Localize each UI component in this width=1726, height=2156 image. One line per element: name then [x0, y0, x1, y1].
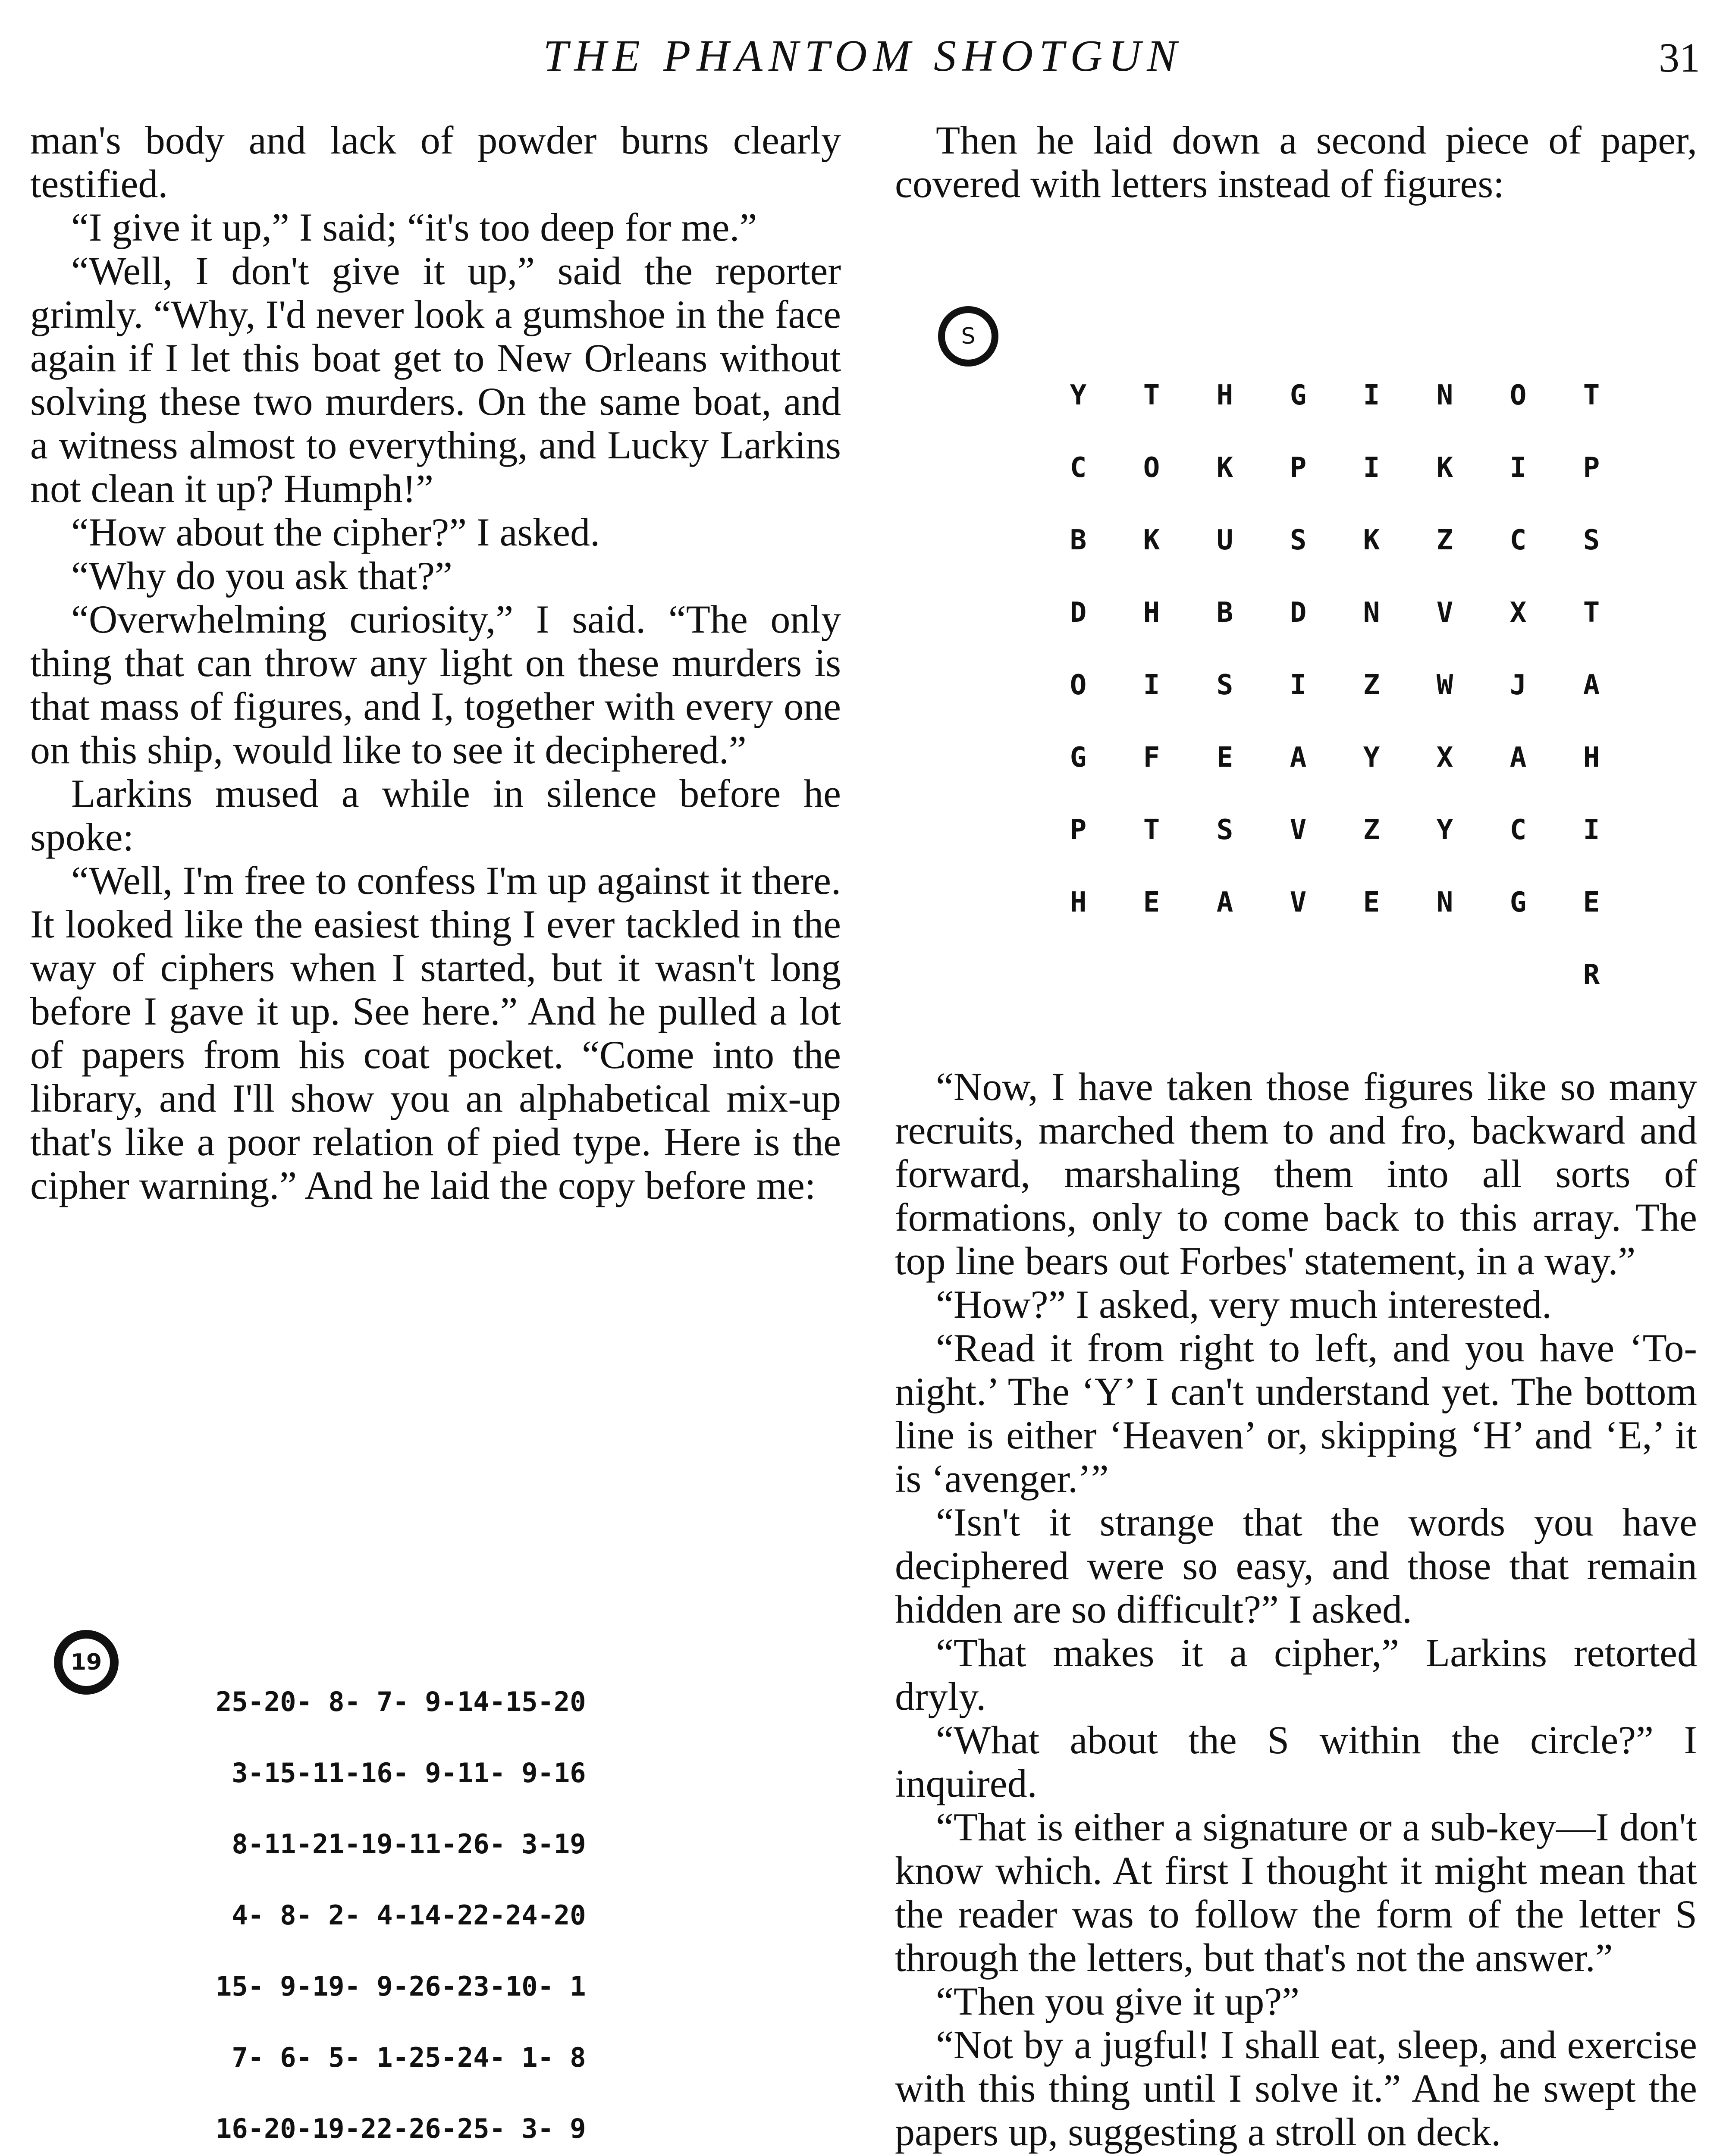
letter-grid-cell: K: [1143, 524, 1160, 556]
paragraph: “Well, I'm free to confess I'm up against it there. It looked like the easiest thing I ever tackled in the way of ciphers when I started, but it wasn't long before I gave it up. See here.” And he pulled a lot of papers from his coat pocket. “Come into the library, and I'll show you an alphabetical mix-up that's like a poor relation of pied type. Here is the cipher warning.” And he laid the copy before me:: [30, 859, 841, 1207]
letter-grid-cell: A: [1290, 742, 1307, 774]
letter-grid-cell: Z: [1363, 814, 1380, 846]
letter-grid-cell: P: [1583, 452, 1600, 484]
letter-grid-cell: V: [1290, 887, 1307, 918]
letter-grid-cell: T: [1583, 597, 1600, 629]
letter-grid-cell: K: [1216, 452, 1233, 484]
letter-grid-cell: T: [1143, 814, 1160, 846]
letter-grid-cell: E: [1143, 887, 1160, 918]
paragraph: man's body and lack of powder burns clearly testified.: [30, 118, 841, 206]
letter-grid-cell: A: [1583, 669, 1600, 701]
cipher-row: 4- 8- 2- 4-14-22-24-20: [216, 1899, 586, 1931]
paragraph: “Now, I have taken those figures like so many recruits, marched them to and fro, backward and forward, marshaling them into all sorts of formations, only to come back to this array. The top line bears out Forbes' statement, in a way.”: [895, 1065, 1697, 1283]
page-number: 31: [1659, 34, 1700, 81]
letter-grid-cell: W: [1436, 669, 1453, 701]
letter-grid-cell: V: [1290, 814, 1307, 846]
letter-grid-cell: B: [1070, 524, 1087, 556]
letter-grid-cell: A: [1216, 887, 1233, 918]
letter-grid-cell: Y: [1363, 742, 1380, 774]
paragraph: “Then you give it up?”: [936, 1979, 1300, 2023]
letter-grid-cell: C: [1509, 524, 1527, 556]
paragraph: “Isn't it strange that the words you have deciphered were so easy, and those that remain hidden are so difficult?” I asked.: [895, 1500, 1697, 1631]
letter-grid-cell: C: [1070, 452, 1087, 484]
paragraph: “That makes it a cipher,” Larkins retorted dryly.: [895, 1631, 1697, 1718]
letter-grid-cell: G: [1070, 742, 1087, 774]
letter-grid-cell: P: [1290, 452, 1307, 484]
letter-grid-cell: I: [1509, 452, 1527, 484]
left-column: [30, 119, 841, 1207]
paragraph: Larkins mused a while in silence before he spoke:: [30, 771, 841, 859]
cipher-row: 15- 9-19- 9-26-23-10- 1: [216, 1971, 586, 2002]
letter-grid-cell: H: [1143, 597, 1160, 629]
running-title: THE PHANTOM SHOTGUN: [543, 31, 1183, 81]
paragraph: “How?” I asked, very much interested.: [936, 1282, 1552, 1326]
paragraph: “I give it up,” I said; “it's too deep for me.”: [71, 205, 757, 249]
letter-grid-cell: N: [1436, 887, 1453, 918]
letter-grid-cell: J: [1509, 669, 1527, 701]
letter-grid-cell: G: [1290, 379, 1307, 411]
letter-grid-cell: N: [1436, 379, 1453, 411]
letter-grid-cell: E: [1363, 887, 1380, 918]
right-column: [895, 119, 1697, 206]
letter-grid-cell: E: [1583, 887, 1600, 918]
letter-grid-cell: U: [1216, 524, 1233, 556]
letter-grid-cell: S: [1216, 814, 1233, 846]
paragraph: “Read it from right to left, and you have ‘To-night.’ The ‘Y’ I can't understand yet. The bottom line is either ‘Heaven’ or, skipping ‘H’ and ‘E,’ it is ‘avenger.’”: [895, 1326, 1697, 1501]
letter-grid-cell: F: [1143, 742, 1160, 774]
paragraph: “Overwhelming curiosity,” I said. “The only thing that can throw any light on these murders is that mass of figures, and I, together with every one on this ship, would like to see it deciphered.”: [30, 597, 841, 772]
paragraph: “Well, I don't give it up,” said the reporter grimly. “Why, I'd never look a gumshoe in the face again if I let this boat get to New Orleans without solving these two murders. On the same boat, and a witness almost to everything, and Lucky Larkins not clean it up? Humph!”: [30, 249, 841, 511]
paragraph: “Why do you ask that?”: [71, 554, 452, 598]
letter-grid-cell: X: [1436, 742, 1453, 774]
letter-grid-cell: A: [1509, 742, 1527, 774]
cipher-badge-19: 19: [54, 1630, 119, 1695]
letter-grid-cell: I: [1290, 669, 1307, 701]
letter-grid-cell: Y: [1070, 379, 1087, 411]
letter-grid-cell: P: [1070, 814, 1087, 846]
paragraph: “That is either a signature or a sub-key—I don't know which. At first I thought it might mean that the reader was to follow the form of the letter S through the letters, but that's not the answer.”: [895, 1805, 1697, 1980]
cipher-row: 8-11-21-19-11-26- 3-19: [216, 1828, 586, 1860]
paragraph: “Not by a jugful! I shall eat, sleep, and exercise with this thing until I solve it.” And he swept the papers up, suggesting a stroll on deck.: [895, 2023, 1697, 2154]
letter-grid-cell: S: [1216, 669, 1233, 701]
letter-grid-cell: B: [1216, 597, 1233, 629]
letter-grid-cell: K: [1436, 452, 1453, 484]
letter-grid-cell: H: [1583, 742, 1600, 774]
letter-grid-cell: T: [1143, 379, 1160, 411]
letter-grid-cell: O: [1143, 452, 1160, 484]
letter-grid-cell: O: [1509, 379, 1527, 411]
paragraph: “How about the cipher?” I asked.: [71, 510, 600, 554]
letter-grid-cell: D: [1070, 597, 1087, 629]
cipher-badge-s: S: [938, 306, 998, 367]
letter-grid-cell: Z: [1363, 669, 1380, 701]
right-column-after-cipher: [895, 1065, 1697, 2154]
cipher-row: 7- 6- 5- 1-25-24- 1- 8: [216, 2042, 586, 2073]
letter-grid-cell: S: [1583, 524, 1600, 556]
letter-grid-cell: I: [1143, 669, 1160, 701]
letter-grid-cell: H: [1216, 379, 1233, 411]
page-header: [0, 30, 1726, 91]
cipher-row: 25-20- 8- 7- 9-14-15-20: [216, 1686, 586, 1717]
letter-grid-cell: N: [1363, 597, 1380, 629]
letter-grid-cell: H: [1070, 887, 1087, 918]
letter-grid-cell: S: [1290, 524, 1307, 556]
letter-grid-cell: I: [1363, 452, 1380, 484]
letter-grid-cell: D: [1290, 597, 1307, 629]
letter-grid-cell: T: [1583, 379, 1600, 411]
letter-grid-cell: K: [1363, 524, 1380, 556]
letter-grid-cell: I: [1363, 379, 1380, 411]
letter-grid-cell: X: [1509, 597, 1527, 629]
cipher-row: 16-20-19-22-26-25- 3- 9: [216, 2113, 586, 2144]
letter-grid-cell: I: [1583, 814, 1600, 846]
letter-grid-cell: V: [1436, 597, 1453, 629]
cipher-row: 3-15-11-16- 9-11- 9-16: [216, 1757, 586, 1789]
letter-grid-tail: R: [1583, 959, 1600, 991]
letter-grid-cell: Z: [1436, 524, 1453, 556]
letter-grid-cell: G: [1509, 887, 1527, 918]
letter-grid-cell: O: [1070, 669, 1087, 701]
paragraph: Then he laid down a second piece of paper, covered with letters instead of figures:: [895, 118, 1697, 206]
letter-grid-cell: C: [1509, 814, 1527, 846]
paragraph: “What about the S within the circle?” I inquired.: [895, 1718, 1697, 1805]
letter-grid-cell: Y: [1436, 814, 1453, 846]
letter-grid-cell: E: [1216, 742, 1233, 774]
